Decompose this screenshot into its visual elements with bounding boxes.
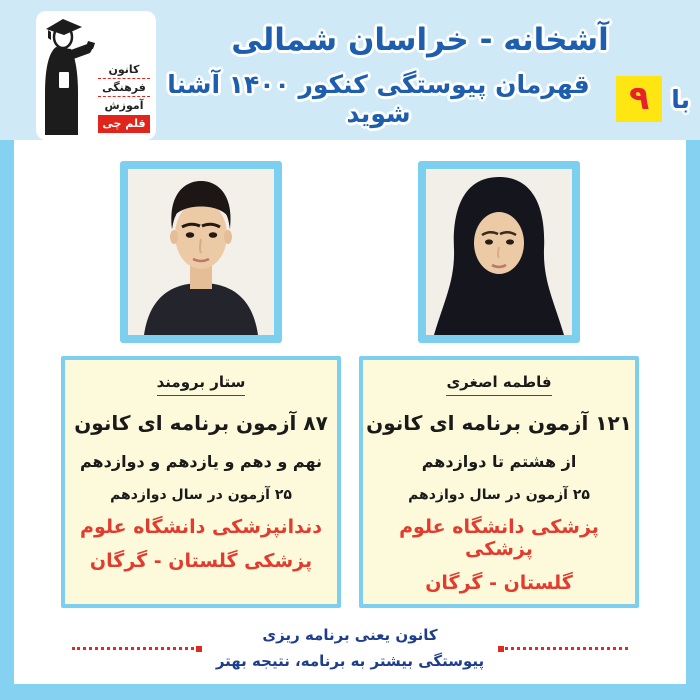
divider-square-icon [498, 646, 504, 652]
dotted-divider-right [500, 647, 628, 650]
male-portrait-image [128, 169, 274, 335]
student-name: فاطمه اصغری [446, 373, 551, 396]
header [0, 0, 700, 140]
student-grade12-tests: ۲۵ آزمون در سال دوازدهم [110, 487, 292, 503]
student-total-tests: ۱۲۱ آزمون برنامه ای کانون [366, 411, 632, 435]
logo-brand-ghalamchi: قلم چی [98, 115, 150, 133]
header-titles [150, 0, 690, 140]
student-column-right [359, 140, 639, 608]
divider-square-icon [196, 646, 202, 652]
logo-word-kanoon: کانون [108, 63, 140, 76]
logo-text [96, 13, 154, 138]
female-portrait-image [426, 169, 572, 335]
student-column-left [61, 140, 341, 608]
footer-text-block [200, 622, 500, 675]
logo-word-amoozesh: آموزش [98, 96, 150, 114]
subtitle-prefix: با [671, 84, 690, 114]
student-grades: از هشتم تا دوازدهم [421, 452, 577, 471]
student-total-tests: ۸۷ آزمون برنامه ای کانون [74, 411, 328, 435]
dotted-divider-left [72, 647, 200, 650]
student-acceptance-line2: پزشکی گلستان - گرگان [89, 550, 313, 572]
student-name: ستار برومند [157, 373, 246, 396]
logo-word-farhangi: فرهنگی [98, 78, 150, 96]
footer-line1: کانون یعنی برنامه ریزی [262, 626, 438, 644]
student-grades: نهم و دهم و یازدهم و دوازدهم [80, 452, 323, 471]
champion-count-badge: ۹ [616, 76, 662, 122]
student-acceptance-line1: دندانپزشکی دانشگاه علوم [80, 516, 322, 538]
kanoon-logo [38, 13, 154, 138]
student-acceptance-line2: گلستان - گرگان [425, 572, 573, 594]
female-student-photo [418, 161, 580, 343]
student-grade12-tests: ۲۵ آزمون در سال دوازدهم [408, 487, 590, 503]
male-student-photo [120, 161, 282, 343]
content-panel [14, 140, 686, 684]
footer-slogan [14, 622, 686, 675]
subtitle-text: قهرمان پیوستگی کنکور ۱۴۰۰ آشنا شوید [167, 70, 590, 128]
student-card [61, 356, 341, 608]
footer-line2: پیوستگی بیشتر به برنامه، نتیجه بهتر [215, 652, 485, 671]
student-card [359, 356, 639, 608]
region-title: آشخانه - خراسان شمالی [231, 22, 609, 58]
subtitle-line [150, 70, 690, 128]
graduate-icon [38, 13, 96, 138]
students-row [14, 140, 686, 608]
student-acceptance-line1: پزشکی دانشگاه علوم پزشکی [399, 516, 599, 560]
